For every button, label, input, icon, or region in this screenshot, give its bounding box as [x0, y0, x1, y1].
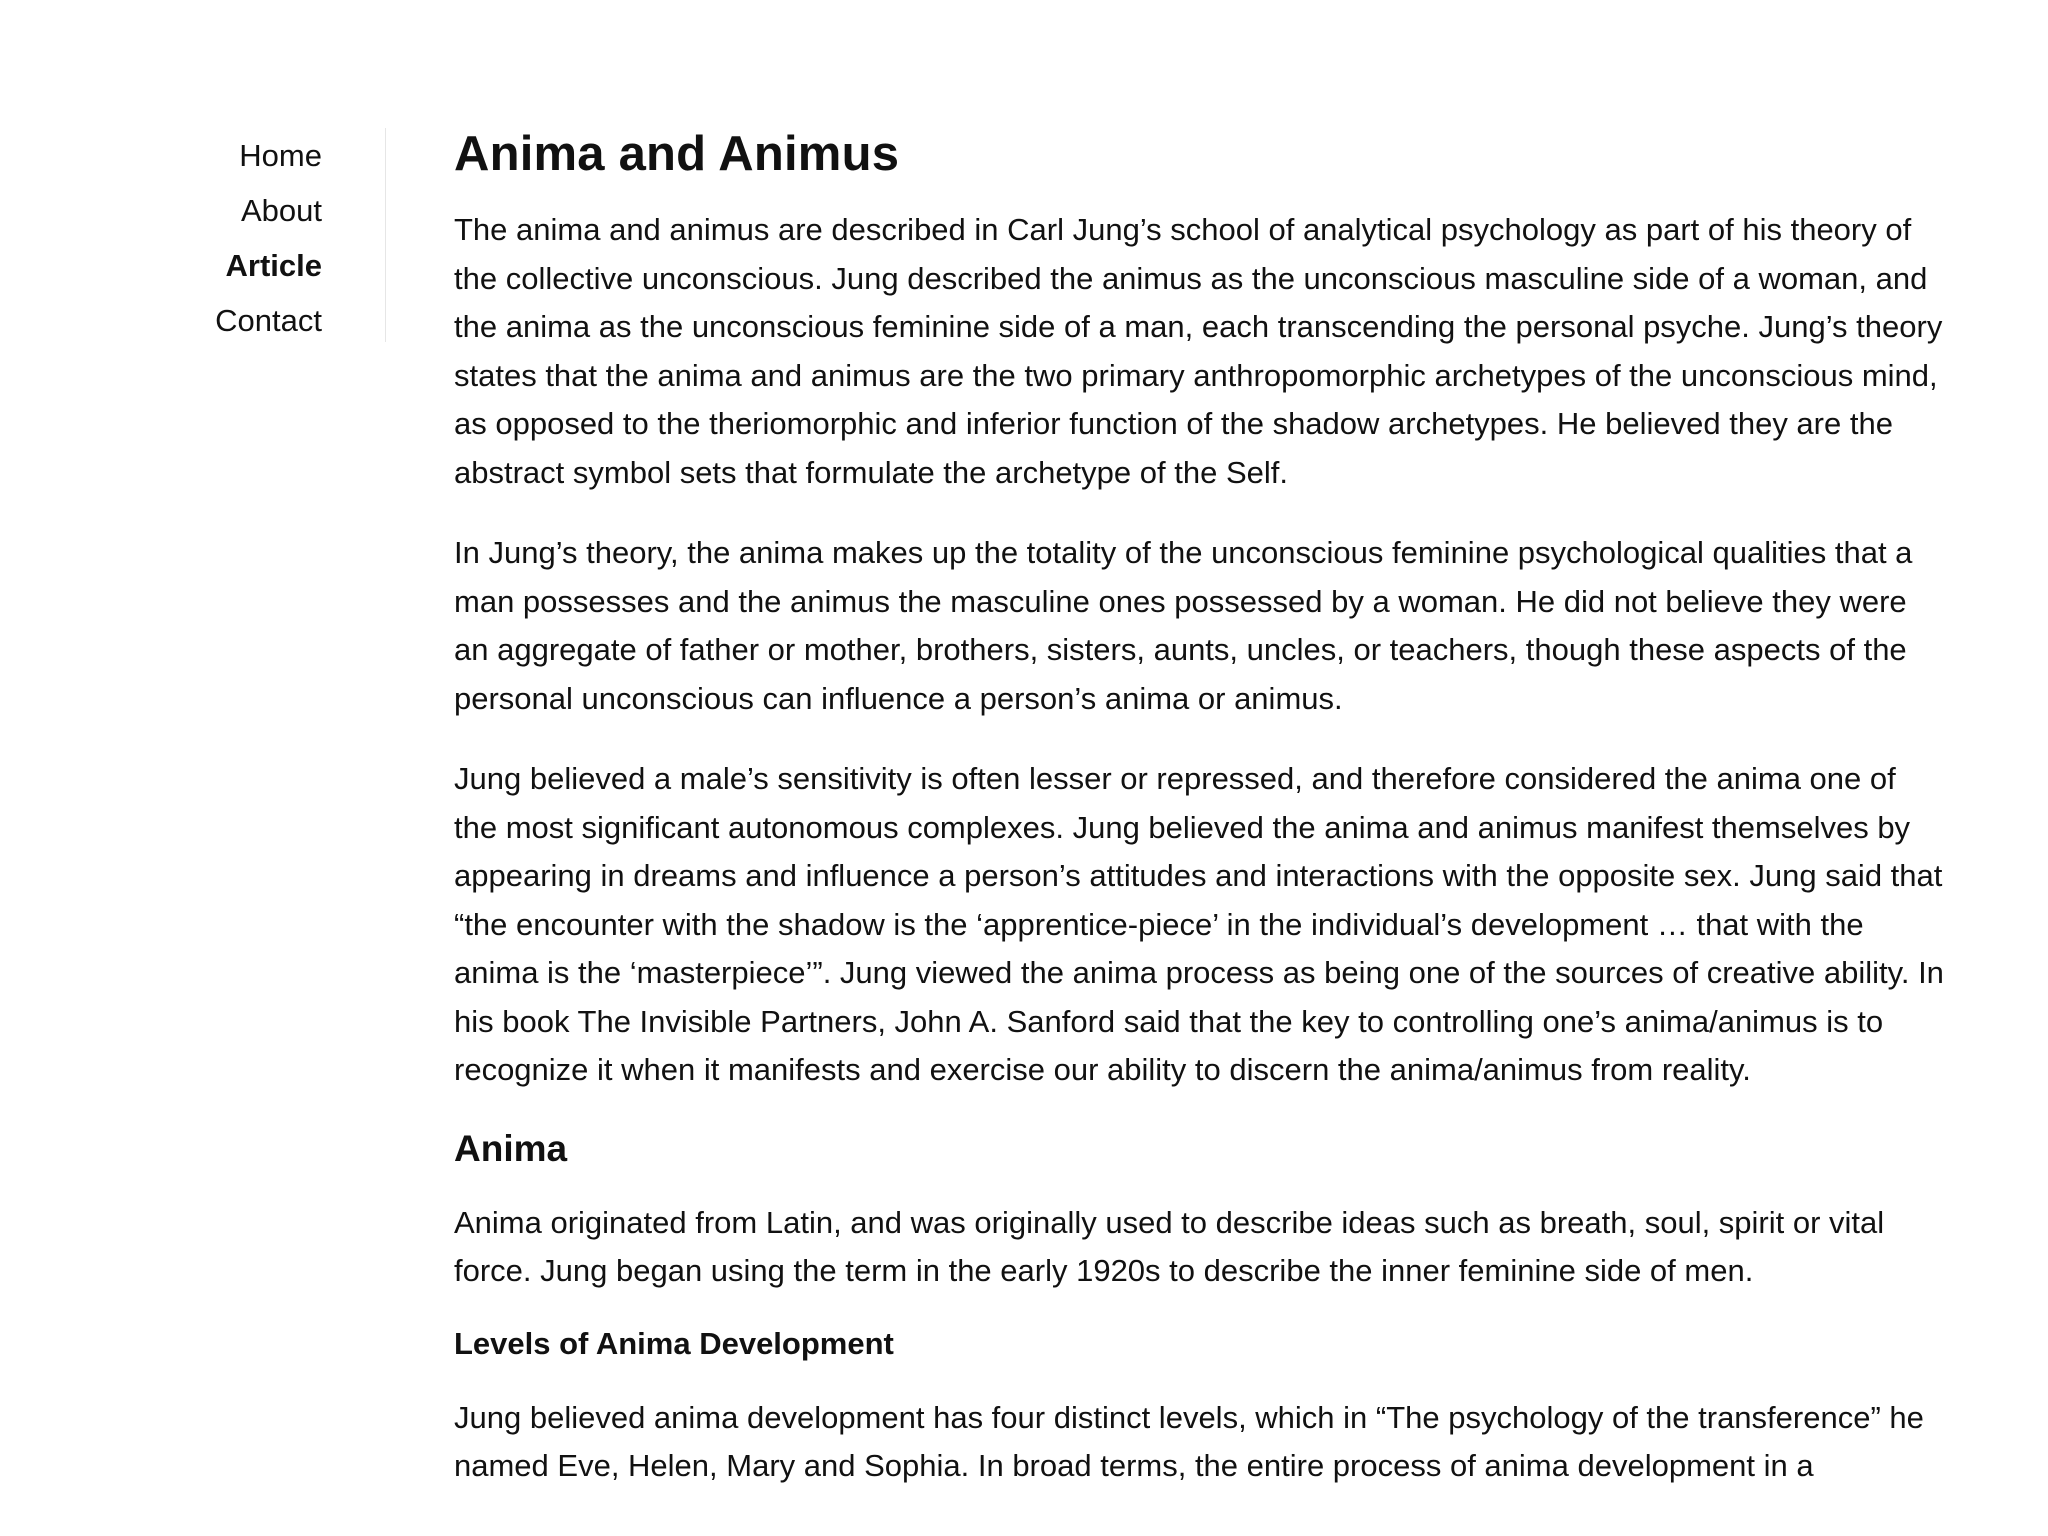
article-paragraph: In Jung’s theory, the anima makes up the totality of the unconscious feminine psychological qualities that a man possesses and the animus the masculine ones possessed by a woman. He did not believe they were an aggregate of father or mother, brothers, sisters, aunts, uncles, or teachers, though these aspects of the personal unconscious can influence a person’s anima or animus. — [454, 535, 1913, 716]
nav-link-article[interactable]: Article — [225, 248, 322, 283]
article-paragraph: The anima and animus are described in Carl Jung’s school of analytical psychology as part of his theory of the collective unconscious. Jung described the animus as the unconscious masculine side of a woman, and the anima as the unconscious feminine side of a man, each transcending the personal psyche. Jung’s theory states that the anima and animus are the two primary anthropomorphic archetypes of the unconscious mind, as opposed to the theriomorphic and inferior function of the shadow archetypes. He believed they are the abstract symbol sets that formulate the archetype of the Self. — [454, 212, 1943, 490]
side-nav — [160, 128, 322, 348]
anima-paragraph: Anima originated from Latin, and was originally used to describe ideas such as breath, soul, spirit or vital force. Jung began using the term in the early 1920s to describe the inner feminine side of men. — [454, 1204, 1885, 1288]
subsection-heading-levels: Levels of Anima Development — [454, 1325, 894, 1361]
section-heading-anima: Anima — [454, 1127, 568, 1169]
article-title: Anima and Animus — [454, 127, 900, 181]
article-paragraph: Jung believed a male’s sensitivity is often lesser or repressed, and therefore considered the anima one of the most significant autonomous complexes. Jung believed the anima and animus manifest themselves by appearing in dreams and influence a person’s attitudes and interactions with the opposite sex. Jung said that “the encounter with the shadow is the ‘apprentice-piece’ in the individual’s development … that with the anima is the ‘masterpiece’”. Jung viewed the anima process as being one of the sources of creative ability. In his book The Invisible Partners, John A. Sanford said that the key to controlling one’s anima/animus is to recognize it when it manifests and exercise our ability to discern the anima/animus from reality. — [454, 761, 1944, 1087]
nav-link-home[interactable]: Home — [239, 138, 322, 173]
nav-link-about[interactable]: About — [240, 193, 322, 228]
nav-link-contact[interactable]: Contact — [215, 303, 322, 338]
levels-paragraph: Jung believed anima development has four distinct levels, which in “The psychology of the transference” he named Eve, Helen, Mary and Sophia. In broad terms, the entire process of anima development in a — [454, 1399, 1924, 1483]
article — [454, 124, 1944, 1523]
nav-divider — [385, 128, 386, 342]
